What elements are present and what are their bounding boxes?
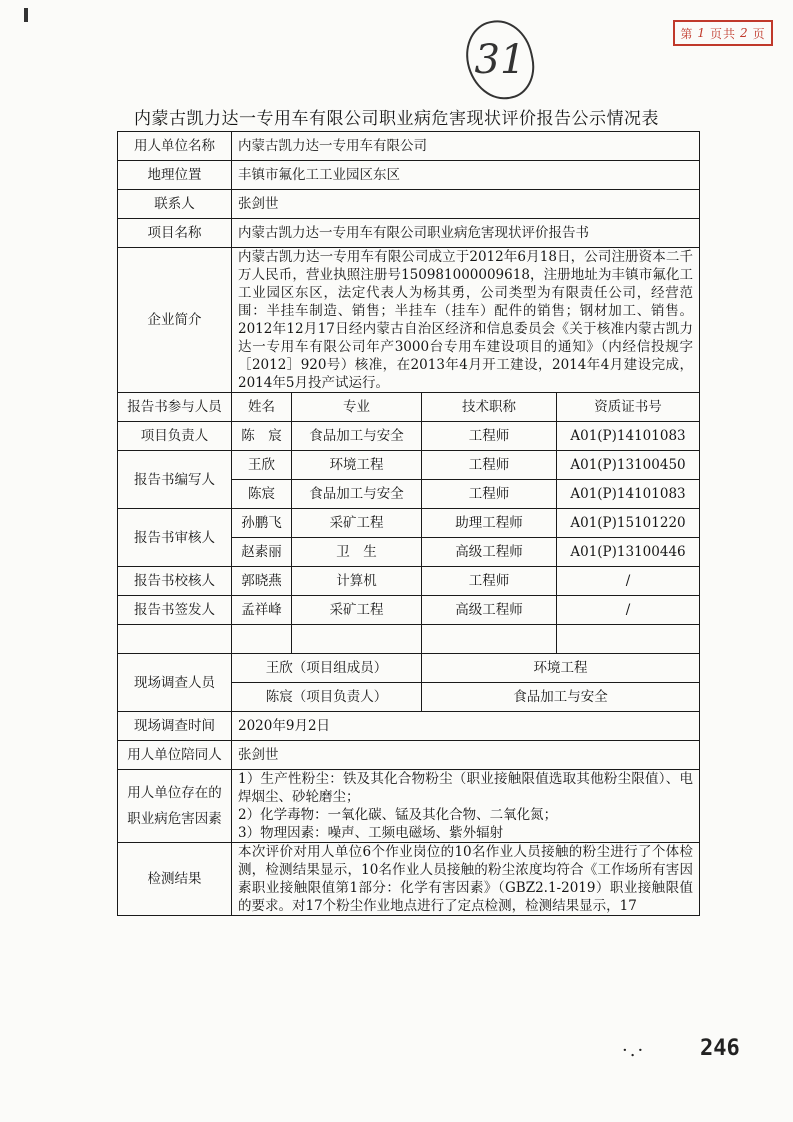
reviewer-title: 高级工程师 — [422, 538, 557, 567]
issuer-role: 报告书签发人 — [118, 596, 232, 625]
writer-major: 食品加工与安全 — [292, 480, 422, 509]
project-value: 内蒙古凯力达一专用车有限公司职业病危害现状评价报告书 — [232, 219, 700, 248]
stamp-prefix: 第 — [680, 26, 694, 41]
table-row — [118, 741, 700, 770]
hazard-dust: 1）生产性粉尘：铁及其化合物粉尘（职业接触限值选取其他粉尘限值）、电焊烟尘、砂轮磨尘； — [238, 771, 693, 805]
stamp-mid: 页共 — [709, 26, 736, 41]
escort-value: 张剑世 — [232, 741, 700, 770]
writers-role: 报告书编写人 — [118, 451, 232, 509]
writer-major: 环境工程 — [292, 451, 422, 480]
survey-person-name: 王欣（项目组成员） — [232, 654, 422, 683]
stamp-total: 2 — [740, 26, 749, 40]
reviewer-name: 赵素丽 — [232, 538, 292, 567]
employer-value: 内蒙古凯力达一专用车有限公司 — [232, 132, 700, 161]
table-row — [118, 451, 700, 480]
proofreader-cert: / — [557, 567, 700, 596]
leader-cert: A01(P)14101083 — [557, 422, 700, 451]
reviewer-major: 卫 生 — [292, 538, 422, 567]
survey-person-major: 环境工程 — [422, 654, 700, 683]
writer-cert: A01(P)14101083 — [557, 480, 700, 509]
table-row-empty — [118, 625, 700, 654]
hazard-chemical: 2）化学毒物：一氧化碳、锰及其化合物、二氧化氮； — [238, 807, 558, 823]
survey-time-value: 2020年9月2日 — [232, 712, 700, 741]
handwritten-circled-number: 31 — [465, 18, 535, 102]
reviewer-cert: A01(P)13100446 — [557, 538, 700, 567]
table-row — [118, 770, 700, 843]
hazard-physical: 3）物理因素：噪声、工频电磁场、紫外辐射 — [238, 825, 504, 841]
proofreader-title: 工程师 — [422, 567, 557, 596]
table-row — [118, 596, 700, 625]
table-row — [118, 422, 700, 451]
table-row — [118, 567, 700, 596]
issuer-cert: / — [557, 596, 700, 625]
writer-cert: A01(P)13100450 — [557, 451, 700, 480]
leader-title: 工程师 — [422, 422, 557, 451]
leader-major: 食品加工与安全 — [292, 422, 422, 451]
proofreader-role: 报告书校核人 — [118, 567, 232, 596]
footer-dots: ·.· — [622, 1040, 646, 1061]
table-row — [118, 654, 700, 683]
survey-label: 现场调查人员 — [118, 654, 232, 712]
results-text: 本次评价对用人单位6个作业岗位的10名作业人员接触的粉尘进行了个体检测，检测结果显示，10名作业人员接触的粉尘浓度均符合《工作场所有害因素职业接触限值第1部分：化学有害因素》（GBZ2.1-2019）职业接触限值的要求。对17个粉尘作业地点进行了定点检测，检测结果显示，17 — [232, 843, 700, 916]
proofreader-name: 郭晓燕 — [232, 567, 292, 596]
leader-name: 陈 宸 — [232, 422, 292, 451]
reviewer-name: 孙鹏飞 — [232, 509, 292, 538]
project-label: 项目名称 — [118, 219, 232, 248]
table-row — [118, 393, 700, 422]
page-title: 内蒙古凯力达一专用车有限公司职业病危害现状评价报告公示情况表 — [134, 109, 659, 129]
results-label: 检测结果 — [118, 843, 232, 916]
reviewer-major: 采矿工程 — [292, 509, 422, 538]
reviewers-role: 报告书审核人 — [118, 509, 232, 567]
leader-role: 项目负责人 — [118, 422, 232, 451]
issuer-name: 孟祥峰 — [232, 596, 292, 625]
intro-text: 内蒙古凯力达一专用车有限公司成立于2012年6月18日，公司注册资本二千万人民币，营业执照注册号150981000009618，注册地址为丰镇市氟化工工业园区东区，法定代表人为杨其勇，公司类型为有限责任公司，经营范围：半挂车制造、销售；半挂车（挂车）配件的销售；钢材加工、销售。2012年12月17日经内蒙古自治区经济和信息委员会《关于核准内蒙古凯力达一专用车有限公司年产3000台专用车建设项目的通知》（内经信投规字［2012］920号）核准，在2013年4月开工建设，2014年4月建设完成，2014年5月投产试运行。 — [232, 248, 700, 393]
table-row — [118, 712, 700, 741]
hazards-label-line2: 职业病危害因素 — [127, 811, 222, 827]
employer-label: 用人单位名称 — [118, 132, 232, 161]
contact-label: 联系人 — [118, 190, 232, 219]
contact-value: 张剑世 — [232, 190, 700, 219]
table-row — [118, 509, 700, 538]
table-row — [118, 219, 700, 248]
personnel-header-name: 姓名 — [232, 393, 292, 422]
writer-name: 王欣 — [232, 451, 292, 480]
personnel-header-major: 专业 — [292, 393, 422, 422]
table-row — [118, 161, 700, 190]
survey-person-name: 陈宸（项目负责人） — [232, 683, 422, 712]
personnel-header-cert: 资质证书号 — [557, 393, 700, 422]
hazards-content — [232, 770, 700, 843]
survey-person-major: 食品加工与安全 — [422, 683, 700, 712]
location-label: 地理位置 — [118, 161, 232, 190]
personnel-header-title: 技术职称 — [422, 393, 557, 422]
writer-title: 工程师 — [422, 480, 557, 509]
intro-label: 企业简介 — [118, 248, 232, 393]
stamp-page: 1 — [697, 26, 706, 40]
table-row — [118, 248, 700, 393]
scan-corner-mark — [24, 8, 28, 22]
table-row — [118, 843, 700, 916]
location-value: 丰镇市氟化工工业园区东区 — [232, 161, 700, 190]
table-row — [118, 132, 700, 161]
disclosure-table — [117, 131, 700, 916]
escort-label: 用人单位陪同人 — [118, 741, 232, 770]
table-row — [118, 190, 700, 219]
issuer-title: 高级工程师 — [422, 596, 557, 625]
survey-time-label: 现场调查时间 — [118, 712, 232, 741]
writer-title: 工程师 — [422, 451, 557, 480]
issuer-major: 采矿工程 — [292, 596, 422, 625]
page-number: 246 — [700, 1036, 740, 1061]
stamp-suffix: 页 — [752, 26, 766, 41]
writer-name: 陈宸 — [232, 480, 292, 509]
hazards-label-line1: 用人单位存在的 — [127, 785, 222, 801]
reviewer-title: 助理工程师 — [422, 509, 557, 538]
personnel-header-role: 报告书参与人员 — [118, 393, 232, 422]
reviewer-cert: A01(P)15101220 — [557, 509, 700, 538]
proofreader-major: 计算机 — [292, 567, 422, 596]
page-count-stamp — [673, 20, 773, 46]
hazards-label — [118, 770, 232, 843]
